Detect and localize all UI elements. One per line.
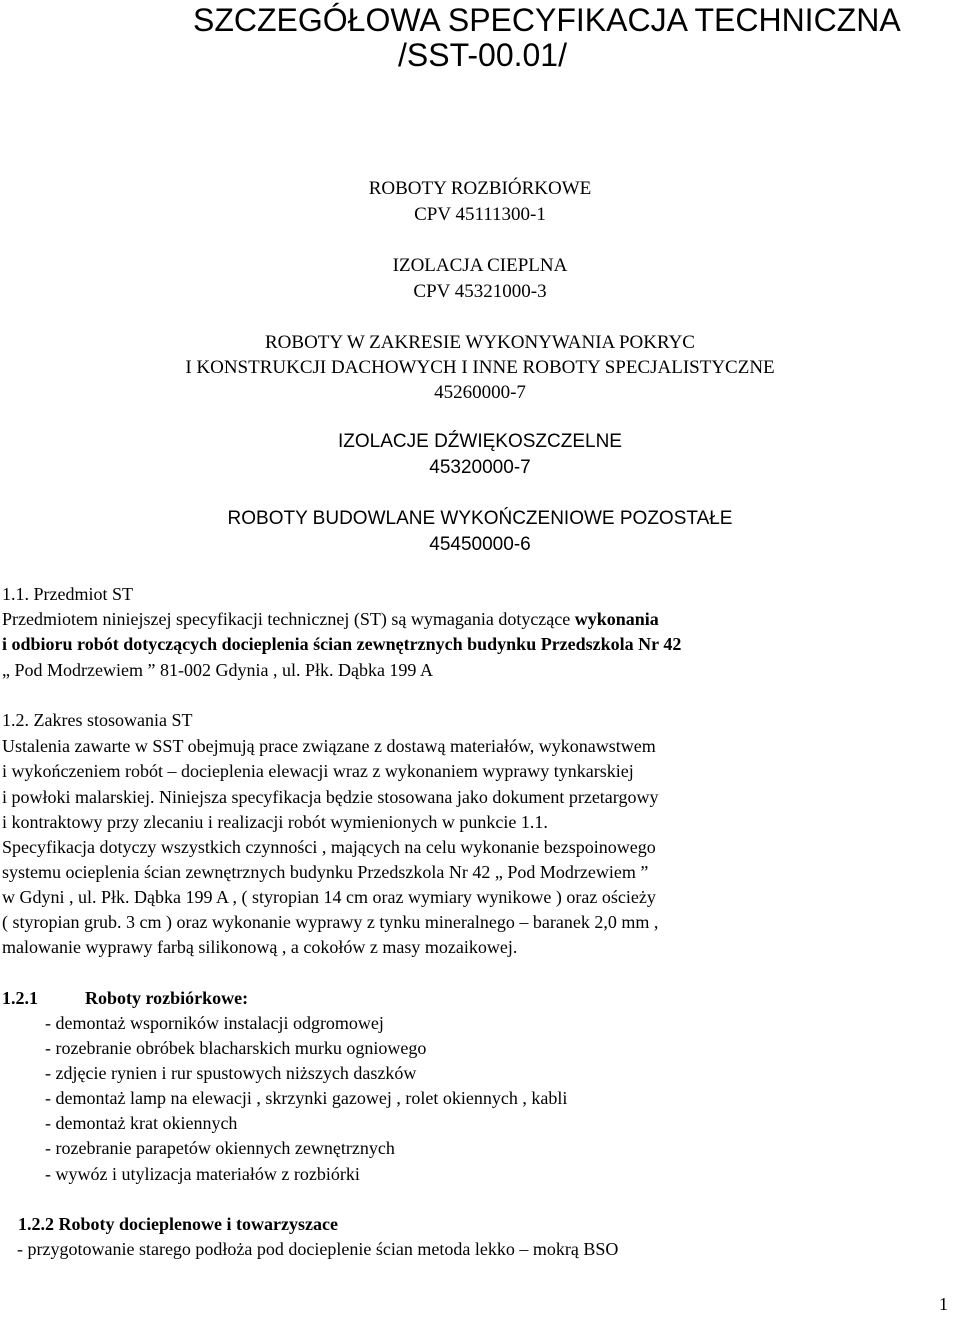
list-item: - demontaż lamp na elewacji , skrzynki gazowej , rolet okiennych , kabli bbox=[45, 1088, 568, 1108]
section-1-1-heading: 1.1. Przedmiot ST bbox=[2, 584, 133, 604]
section-1-1-line1-bold: wykonania bbox=[574, 609, 659, 629]
section-1-2-1-title: Roboty rozbiórkowe: bbox=[85, 988, 249, 1008]
list-item: - przygotowanie starego podłoża pod docieplenie ścian metoda lekko – mokrą BSO bbox=[17, 1239, 619, 1259]
list-item: - rozebranie obróbek blacharskich murku ogniowego bbox=[45, 1038, 427, 1058]
section-1-2-line: systemu ocieplenia ścian zewnętrznych budynku Przedszkola Nr 42 „ Pod Modrzewiem ” bbox=[2, 862, 649, 882]
list-item: - demontaż wsporników instalacji odgromowej bbox=[45, 1013, 384, 1033]
heading-cpv-3: 45260000-7 bbox=[434, 382, 526, 403]
document-title-line2: /SST-00.01/ bbox=[398, 37, 567, 73]
heading-konstrukcji-dachowych: I KONSTRUKCJI DACHOWYCH I INNE ROBOTY SPECJALISTYCZNE bbox=[185, 357, 775, 378]
heading-izolacje-dzwiekoszczelne: IZOLACJE DŹWIĘKOSZCZELNE bbox=[338, 431, 622, 452]
section-1-2-1-number: 1.2.1 bbox=[2, 988, 38, 1008]
list-item: - wywóz i utylizacja materiałów z rozbiórki bbox=[45, 1164, 360, 1184]
section-1-2-heading: 1.2. Zakres stosowania ST bbox=[2, 710, 193, 730]
heading-roboty-pokryc: ROBOTY W ZAKRESIE WYKONYWANIA POKRYC bbox=[265, 332, 695, 353]
section-1-2-2-heading: 1.2.2 Roboty docieplenowe i towarzyszace bbox=[18, 1214, 338, 1234]
heading-izolacja-cieplna: IZOLACJA CIEPLNA bbox=[392, 255, 568, 276]
section-1-2-line: i kontraktowy przy zlecaniu i realizacji robót wymienionych w punkcie 1.1. bbox=[2, 812, 548, 832]
section-1-1-line1-text: Przedmiotem niniejszej specyfikacji technicznej (ST) są wymagania dotyczące bbox=[2, 609, 575, 629]
list-item: - demontaż krat okiennych bbox=[45, 1113, 238, 1133]
heading-cpv-2: CPV 45321000-3 bbox=[413, 281, 547, 302]
heading-cpv-1: CPV 45111300-1 bbox=[414, 204, 546, 225]
page-number: 1 bbox=[939, 1294, 948, 1314]
heading-cpv-5: 45450000-6 bbox=[429, 534, 531, 555]
heading-cpv-4: 45320000-7 bbox=[429, 457, 531, 478]
heading-roboty-wykonczeniowe: ROBOTY BUDOWLANE WYKOŃCZENIOWE POZOSTAŁE bbox=[227, 508, 733, 529]
section-1-2-line: Ustalenia zawarte w SST obejmują prace związane z dostawą materiałów, wykonawstwem bbox=[2, 736, 656, 756]
heading-roboty-rozbiorkowe: ROBOTY ROZBIÓRKOWE bbox=[368, 178, 592, 199]
section-1-1-line3: „ Pod Modrzewiem ” 81-002 Gdynia , ul. Płk. Dąbka 199 A bbox=[2, 660, 433, 680]
section-1-2-line: i powłoki malarskiej. Niniejsza specyfikacja będzie stosowana jako dokument przetargowy bbox=[2, 787, 659, 807]
section-1-2-line: i wykończeniem robót – docieplenia elewacji wraz z wykonaniem wyprawy tynkarskiej bbox=[2, 761, 634, 781]
section-1-2-line: Specyfikacja dotyczy wszystkich czynności , mających na celu wykonanie bezspoinowego bbox=[2, 837, 656, 857]
list-item: - rozebranie parapetów okiennych zewnętrznych bbox=[45, 1138, 395, 1158]
section-1-1-line1 bbox=[2, 609, 659, 630]
section-1-2-line: malowanie wyprawy farbą silikonową , a cokołów z masy mozaikowej. bbox=[2, 937, 518, 957]
section-1-2-line: w Gdyni , ul. Płk. Dąbka 199 A , ( styropian 14 cm oraz wymiary wynikowe ) oraz ościeży bbox=[2, 887, 656, 907]
document-title-line1: SZCZEGÓŁOWA SPECYFIKACJA TECHNICZNA bbox=[193, 2, 901, 38]
section-1-1-line2: i odbioru robót dotyczących docieplenia ścian zewnętrznych budynku Przedszkola Nr 42 bbox=[2, 634, 682, 654]
section-1-2-line: ( styropian grub. 3 cm ) oraz wykonanie wyprawy z tynku mineralnego – baranek 2,0 mm , bbox=[2, 912, 659, 932]
list-item: - zdjęcie rynien i rur spustowych niższych daszków bbox=[45, 1063, 417, 1083]
